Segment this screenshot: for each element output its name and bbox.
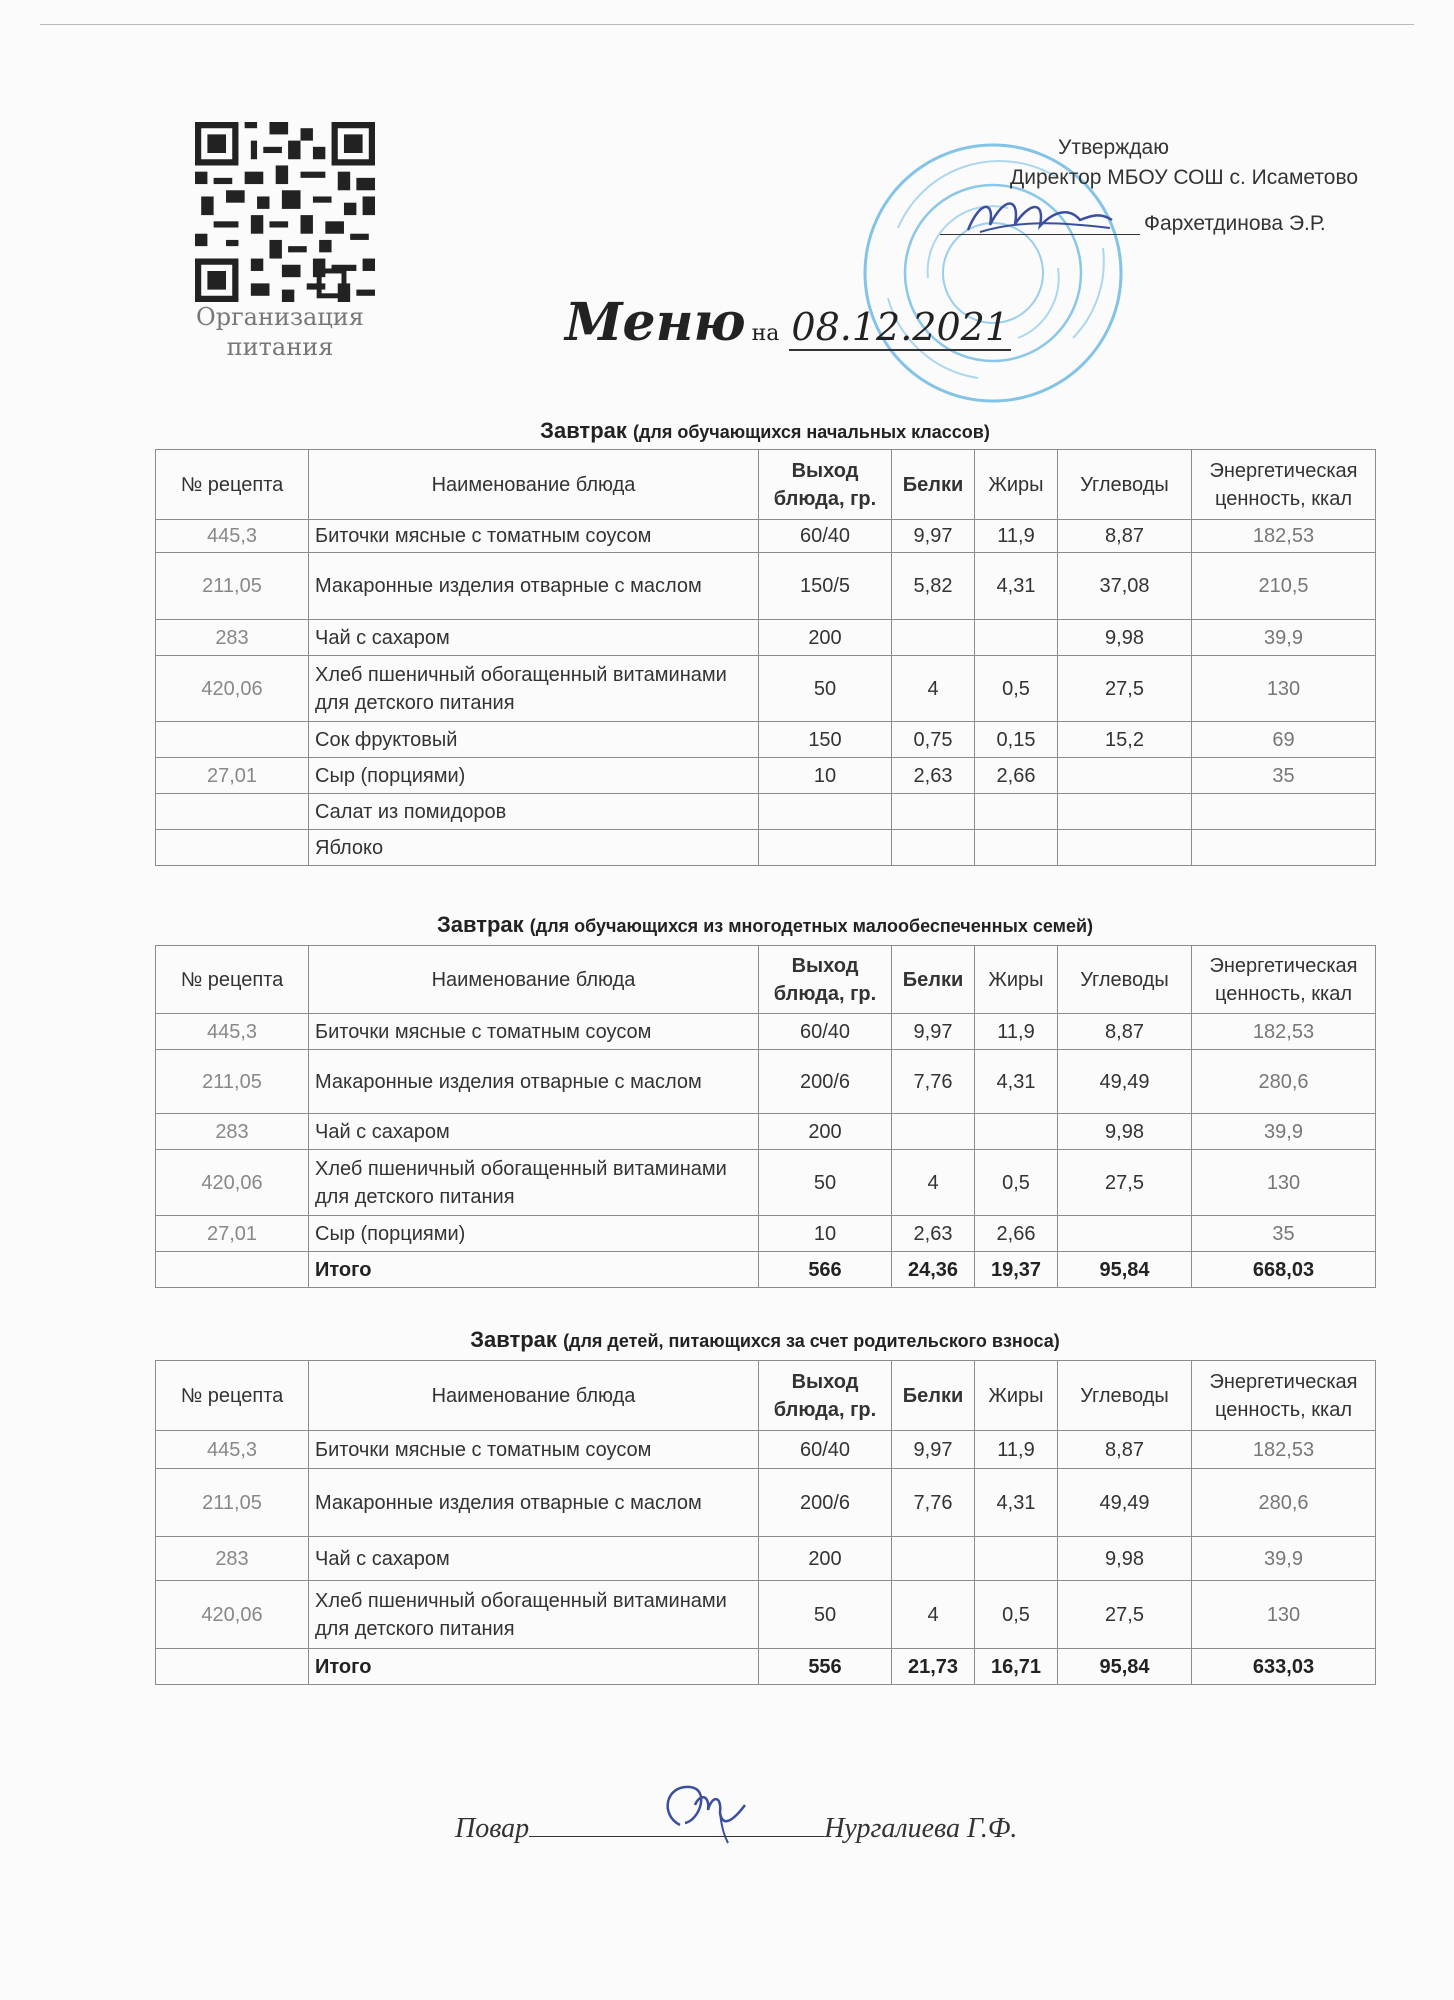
cook-signature-line	[529, 1808, 824, 1837]
cell-fat: 2,66	[975, 1216, 1058, 1252]
table-row	[156, 1431, 1376, 1469]
cell-dish: Чай с сахаром	[309, 620, 759, 656]
cell-recipe	[156, 830, 309, 866]
cell-recipe	[156, 1649, 309, 1685]
title-date: 08.12.2021	[791, 305, 1009, 349]
cell-yield: 150/5	[759, 553, 892, 620]
cell-protein: 7,76	[892, 1050, 975, 1114]
cell-carbs: 15,2	[1058, 722, 1192, 758]
cell-yield: 150	[759, 722, 892, 758]
cell-fat: 19,37	[975, 1252, 1058, 1288]
cell-fat: 11,9	[975, 1431, 1058, 1469]
table-row	[156, 520, 1376, 553]
col-recipe: № рецепта	[156, 946, 309, 1014]
cell-dish: Сыр (порциями)	[309, 758, 759, 794]
col-dish: Наименование блюда	[309, 946, 759, 1014]
cell-energy: 39,9	[1192, 620, 1376, 656]
cell-dish: Хлеб пшеничный обогащенный витаминами для детского питания	[309, 656, 759, 722]
table-row	[156, 1469, 1376, 1537]
cell-carbs: 49,49	[1058, 1050, 1192, 1114]
section-1-title-main: Завтрак	[540, 418, 627, 443]
title-word: Меню	[565, 292, 746, 353]
cell-energy: 280,6	[1192, 1469, 1376, 1537]
cell-energy: 130	[1192, 656, 1376, 722]
cell-yield: 10	[759, 758, 892, 794]
cell-yield: 60/40	[759, 1014, 892, 1050]
cell-energy: 182,53	[1192, 1014, 1376, 1050]
cell-protein: 24,36	[892, 1252, 975, 1288]
cell-energy: 182,53	[1192, 1431, 1376, 1469]
cell-carbs: 9,98	[1058, 1114, 1192, 1150]
cell-yield: 200/6	[759, 1050, 892, 1114]
section-1-title-sub: (для обучающихся начальных классов)	[633, 422, 990, 442]
top-border-line	[40, 24, 1414, 25]
table-row	[156, 620, 1376, 656]
cell-fat	[975, 794, 1058, 830]
cell-energy: 280,6	[1192, 1050, 1376, 1114]
cell-energy: 633,03	[1192, 1649, 1376, 1685]
cell-recipe: 420,06	[156, 1150, 309, 1216]
table-row	[156, 1014, 1376, 1050]
cell-protein: 2,63	[892, 1216, 975, 1252]
col-protein: Белки	[892, 450, 975, 520]
cell-recipe: 211,05	[156, 1050, 309, 1114]
cell-yield: 50	[759, 656, 892, 722]
cell-yield: 200	[759, 620, 892, 656]
cell-yield: 50	[759, 1581, 892, 1649]
cell-recipe: 445,3	[156, 1431, 309, 1469]
cell-fat: 16,71	[975, 1649, 1058, 1685]
cell-total-label: Итого	[309, 1252, 759, 1288]
cell-carbs: 9,98	[1058, 1537, 1192, 1581]
cell-energy	[1192, 830, 1376, 866]
table-row	[156, 1050, 1376, 1114]
cell-protein	[892, 620, 975, 656]
cell-dish: Сыр (порциями)	[309, 1216, 759, 1252]
menu-table-1	[155, 449, 1376, 866]
qr-code	[195, 122, 375, 302]
cell-fat: 0,15	[975, 722, 1058, 758]
total-row	[156, 1649, 1376, 1685]
approve-name: Фархетдинова Э.Р.	[1144, 212, 1326, 235]
cell-fat: 0,5	[975, 1581, 1058, 1649]
section-3-title-main: Завтрак	[470, 1327, 557, 1352]
cell-carbs: 27,5	[1058, 1581, 1192, 1649]
cell-yield: 60/40	[759, 520, 892, 553]
cell-protein: 0,75	[892, 722, 975, 758]
cook-line	[455, 1808, 1017, 1845]
menu-table-2	[155, 945, 1376, 1288]
cell-protein: 21,73	[892, 1649, 975, 1685]
table-row	[156, 1581, 1376, 1649]
section-1-title	[155, 418, 1375, 444]
cell-dish: Макаронные изделия отварные с маслом	[309, 1050, 759, 1114]
col-protein: Белки	[892, 946, 975, 1014]
cell-yield: 50	[759, 1150, 892, 1216]
col-energy: Энергетическая ценность, ккал	[1192, 450, 1376, 520]
col-recipe: № рецепта	[156, 1361, 309, 1431]
cell-yield: 566	[759, 1252, 892, 1288]
col-yield: Выход блюда, гр.	[759, 1361, 892, 1431]
cell-protein: 9,97	[892, 1431, 975, 1469]
cell-recipe: 283	[156, 620, 309, 656]
cook-label: Повар	[455, 1813, 530, 1844]
cell-dish: Сок фруктовый	[309, 722, 759, 758]
cell-yield	[759, 794, 892, 830]
cell-energy: 210,5	[1192, 553, 1376, 620]
director-signature	[960, 190, 1120, 240]
col-fat: Жиры	[975, 1361, 1058, 1431]
table-row	[156, 656, 1376, 722]
section-3-title-sub: (для детей, питающихся за счет родительского взноса)	[563, 1331, 1060, 1351]
cell-protein: 4	[892, 656, 975, 722]
cell-yield: 200	[759, 1537, 892, 1581]
cell-yield	[759, 830, 892, 866]
cell-carbs: 49,49	[1058, 1469, 1192, 1537]
cell-fat: 0,5	[975, 1150, 1058, 1216]
table-row	[156, 1150, 1376, 1216]
table-row	[156, 830, 1376, 866]
cell-recipe: 283	[156, 1114, 309, 1150]
approve-heading: Утверждаю	[1058, 136, 1169, 159]
approve-signature-line	[940, 234, 1140, 235]
section-2-title	[155, 912, 1375, 938]
cell-yield: 60/40	[759, 1431, 892, 1469]
col-fat: Жиры	[975, 946, 1058, 1014]
title-preposition: на	[751, 321, 780, 346]
cell-energy: 130	[1192, 1581, 1376, 1649]
cell-carbs: 95,84	[1058, 1649, 1192, 1685]
page-title	[565, 292, 1011, 353]
cell-dish: Макаронные изделия отварные с маслом	[309, 1469, 759, 1537]
qr-caption	[180, 302, 380, 362]
cell-dish: Биточки мясные с томатным соусом	[309, 1014, 759, 1050]
cell-recipe: 445,3	[156, 520, 309, 553]
cell-energy: 69	[1192, 722, 1376, 758]
cell-energy: 39,9	[1192, 1537, 1376, 1581]
cell-carbs: 8,87	[1058, 1014, 1192, 1050]
cell-dish: Чай с сахаром	[309, 1114, 759, 1150]
cell-dish: Хлеб пшеничный обогащенный витаминами для детского питания	[309, 1581, 759, 1649]
section-2-title-sub: (для обучающихся из многодетных малообеспеченных семей)	[529, 916, 1094, 936]
cell-fat: 4,31	[975, 553, 1058, 620]
cell-fat: 2,66	[975, 758, 1058, 794]
table-header-row	[156, 946, 1376, 1014]
cell-fat	[975, 620, 1058, 656]
cell-recipe: 420,06	[156, 656, 309, 722]
cell-fat	[975, 830, 1058, 866]
section-3-title	[155, 1327, 1375, 1353]
col-fat: Жиры	[975, 450, 1058, 520]
cell-dish: Чай с сахаром	[309, 1537, 759, 1581]
cell-recipe: 445,3	[156, 1014, 309, 1050]
table-row	[156, 758, 1376, 794]
col-carbs: Углеводы	[1058, 946, 1192, 1014]
table-header-row	[156, 450, 1376, 520]
table-row	[156, 1114, 1376, 1150]
cell-energy: 39,9	[1192, 1114, 1376, 1150]
cell-protein: 9,97	[892, 520, 975, 553]
col-protein: Белки	[892, 1361, 975, 1431]
cell-yield: 200	[759, 1114, 892, 1150]
cell-recipe: 211,05	[156, 1469, 309, 1537]
table-row	[156, 1537, 1376, 1581]
cell-yield: 200/6	[759, 1469, 892, 1537]
cell-protein: 4	[892, 1150, 975, 1216]
cell-protein: 9,97	[892, 1014, 975, 1050]
cell-dish: Хлеб пшеничный обогащенный витаминами для детского питания	[309, 1150, 759, 1216]
cell-recipe: 211,05	[156, 553, 309, 620]
cell-energy: 668,03	[1192, 1252, 1376, 1288]
cell-dish: Яблоко	[309, 830, 759, 866]
col-energy: Энергетическая ценность, ккал	[1192, 1361, 1376, 1431]
cell-energy: 182,53	[1192, 520, 1376, 553]
cell-dish: Макаронные изделия отварные с маслом	[309, 553, 759, 620]
table-row	[156, 1216, 1376, 1252]
table-row	[156, 794, 1376, 830]
cell-dish: Биточки мясные с томатным соусом	[309, 520, 759, 553]
cell-dish: Салат из помидоров	[309, 794, 759, 830]
cell-fat: 4,31	[975, 1050, 1058, 1114]
cell-fat	[975, 1114, 1058, 1150]
cell-energy: 35	[1192, 1216, 1376, 1252]
cell-protein	[892, 1537, 975, 1581]
cell-protein: 5,82	[892, 553, 975, 620]
col-recipe: № рецепта	[156, 450, 309, 520]
cell-yield: 10	[759, 1216, 892, 1252]
cell-fat	[975, 1537, 1058, 1581]
col-yield: Выход блюда, гр.	[759, 450, 892, 520]
cell-protein	[892, 830, 975, 866]
cell-fat: 11,9	[975, 1014, 1058, 1050]
col-dish: Наименование блюда	[309, 1361, 759, 1431]
cell-energy: 130	[1192, 1150, 1376, 1216]
cell-total-label: Итого	[309, 1649, 759, 1685]
cell-recipe	[156, 794, 309, 830]
menu-table-3	[155, 1360, 1376, 1685]
cell-carbs	[1058, 830, 1192, 866]
cell-carbs: 9,98	[1058, 620, 1192, 656]
cell-protein: 2,63	[892, 758, 975, 794]
table-header-row	[156, 1361, 1376, 1431]
cell-recipe: 420,06	[156, 1581, 309, 1649]
cell-carbs: 27,5	[1058, 656, 1192, 722]
cell-protein: 7,76	[892, 1469, 975, 1537]
cell-energy: 35	[1192, 758, 1376, 794]
cell-carbs: 8,87	[1058, 1431, 1192, 1469]
qr-caption-line2: питания	[226, 333, 334, 361]
cell-carbs: 95,84	[1058, 1252, 1192, 1288]
section-2-title-main: Завтрак	[436, 912, 524, 937]
cell-recipe	[156, 1252, 309, 1288]
col-energy: Энергетическая ценность, ккал	[1192, 946, 1376, 1014]
cell-fat: 4,31	[975, 1469, 1058, 1537]
total-row	[156, 1252, 1376, 1288]
cell-yield: 556	[759, 1649, 892, 1685]
col-carbs: Углеводы	[1058, 450, 1192, 520]
col-dish: Наименование блюда	[309, 450, 759, 520]
cell-carbs	[1058, 758, 1192, 794]
cell-fat: 11,9	[975, 520, 1058, 553]
col-yield: Выход блюда, гр.	[759, 946, 892, 1014]
cell-carbs: 37,08	[1058, 553, 1192, 620]
col-carbs: Углеводы	[1058, 1361, 1192, 1431]
cell-carbs	[1058, 794, 1192, 830]
cell-protein: 4	[892, 1581, 975, 1649]
cell-protein	[892, 1114, 975, 1150]
table-row	[156, 722, 1376, 758]
cell-recipe: 283	[156, 1537, 309, 1581]
approve-position: Директор МБОУ СОШ с. Исаметово	[1010, 166, 1359, 189]
cell-energy	[1192, 794, 1376, 830]
cell-recipe: 27,01	[156, 1216, 309, 1252]
cell-protein	[892, 794, 975, 830]
cell-fat: 0,5	[975, 656, 1058, 722]
cook-name: Нургалиева Г.Ф.	[824, 1813, 1018, 1844]
qr-caption-line1: Организация	[196, 303, 364, 331]
cell-recipe: 27,01	[156, 758, 309, 794]
cell-carbs: 27,5	[1058, 1150, 1192, 1216]
cell-carbs	[1058, 1216, 1192, 1252]
cell-dish: Биточки мясные с томатным соусом	[309, 1431, 759, 1469]
table-row	[156, 553, 1376, 620]
cell-recipe	[156, 722, 309, 758]
cell-carbs: 8,87	[1058, 520, 1192, 553]
